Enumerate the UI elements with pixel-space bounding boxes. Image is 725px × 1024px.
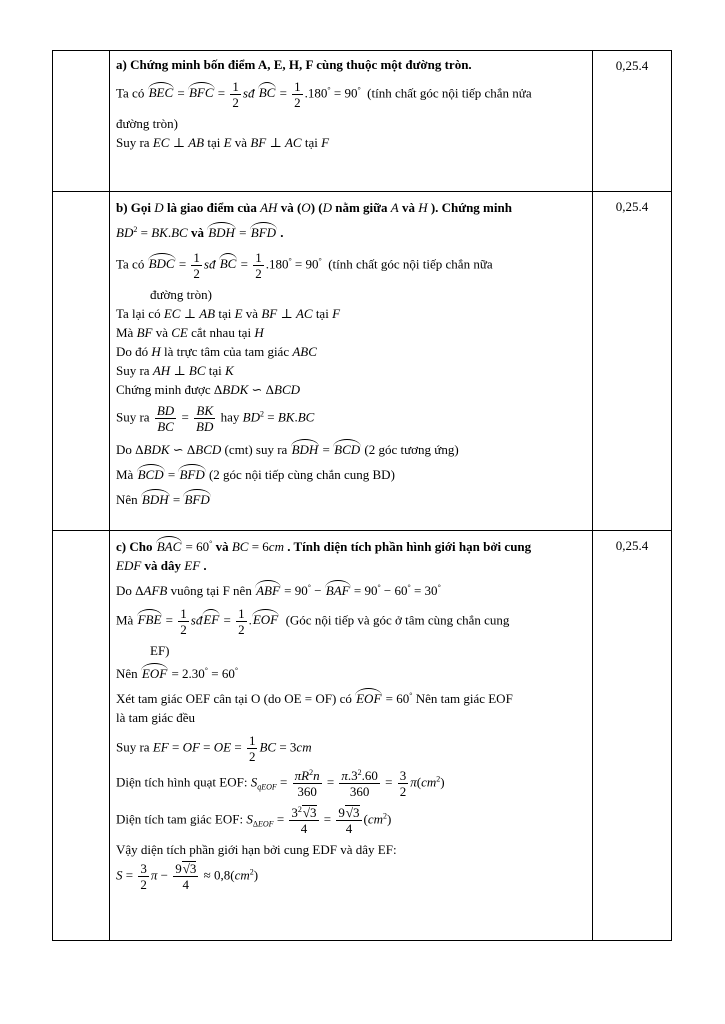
line-c9: Diện tích hình quạt EOF: $S_{qEOF}$ = $\frac{\pi R^2n}{360}$ = $\frac{\pi.3^2.60}{360}$ = $\frac{3}{2}$ $\pi(cm^2)$ [116, 768, 445, 799]
line-b4: Ta lại có EC ⊥ AB tại E và BF ⊥ AC tại F [116, 306, 341, 321]
line-c2: Do ΔAFB vuông tại F nên ABF = 90° − BAF = 90° − 60° = 30° [116, 583, 441, 598]
line-b9: Suy ra $\frac{BD}{BC}$ = $\frac{BK}{BD}$ hay $BD^2 = BK.BC$ [116, 403, 315, 434]
line-b7: Suy ra AH ⊥ BC tại K [116, 363, 234, 378]
line-c10: Diện tích tam giác EOF: $S_{\Delta EOF}$ = $\frac{3^2√3}{4}$ = $\frac{9√3}{4}$ $(cm^2)$ [116, 805, 392, 836]
line-a3: Suy ra EC ⊥ AB tại E và BF ⊥ AC tại F [116, 135, 330, 150]
line-c1: EDF và dây EF . [116, 558, 207, 573]
table-row [53, 51, 672, 192]
blank-cell [53, 531, 110, 941]
solution-cell-c [110, 531, 593, 941]
line-b3: đường tròn) [150, 287, 212, 302]
line-b2: Ta có BDC = $\frac{1}{2}$ sđ BC = $\frac{1}{2}$ .180° = 90° (tính chất góc nội tiếp chắn nữa [116, 250, 493, 281]
line-c6: Xét tam giác OEF cân tại O (do OE = OF) có EOF = 60° Nên tam giác EOF [116, 691, 513, 706]
line-a2: đường tròn) [116, 116, 178, 131]
line-c4: EF) [150, 643, 170, 658]
solution-table [52, 50, 672, 941]
blank-cell [53, 51, 110, 192]
line-c7: là tam giác đều [116, 710, 196, 725]
line-b5: Mà BF và CE cắt nhau tại H [116, 325, 264, 340]
heading-c: c) Cho BAC = 60° và BC = 6cm . Tính diện tích phần hình giới hạn bởi cung [116, 539, 532, 554]
line-c5: Nên EOF = 2.30° = 60° [116, 666, 239, 681]
line-b10: Do ΔBDK ∽ ΔBCD (cmt) suy ra BDH = BCD (2 góc tương ứng) [116, 442, 459, 457]
line-b8: Chứng minh được ΔBDK ∽ ΔBCD [116, 382, 301, 397]
line-b6: Do đó H là trực tâm của tam giác ABC [116, 344, 317, 359]
line-b12: Nên BDH = BFD [116, 492, 210, 507]
line-c3: Mà FBE = $\frac{1}{2}$ sđEF = $\frac{1}{2}$ .EOF (Góc nội tiếp và góc ở tâm cùng chắn cung [116, 606, 510, 637]
line-c12: S = $\frac{3}{2}$ π − $\frac{9√3}{4}$ ≈ $0,8(cm^2)$ [116, 861, 259, 892]
line-c8: Suy ra EF = OF = OE = $\frac{1}{2}$ BC = 3cm [116, 733, 312, 764]
line-b1: $BD^2 = BK.BC$ và BDH = BFD . [116, 225, 284, 240]
line-c11: Vậy diện tích phần giới hạn bởi cung EDF và dây EF: [116, 842, 397, 857]
score-cell-c: 0,25.4 [593, 531, 672, 941]
solution-cell-b [110, 192, 593, 531]
line-a1: Ta có BEC = BFC = $\frac{1}{2}$ sđ BC = $\frac{1}{2}$ .180° = 90° (tính chất góc nội tiếp chắn nửa [116, 79, 532, 110]
heading-b: b) Gọi D là giao điểm của AH và (O) (D nằm giữa A và H ). Chứng minh [116, 200, 512, 215]
solution-cell-a [110, 51, 593, 192]
line-b11: Mà BCD = BFD (2 góc nội tiếp cùng chắn cung BD) [116, 467, 395, 482]
table-row [53, 192, 672, 531]
heading-a: a) Chứng minh bốn điểm A, E, H, F cùng thuộc một đường tròn. [116, 57, 472, 72]
table-row [53, 531, 672, 941]
score-cell-b: 0,25.4 [593, 192, 672, 531]
blank-cell [53, 192, 110, 531]
score-cell-a: 0,25.4 [593, 51, 672, 192]
